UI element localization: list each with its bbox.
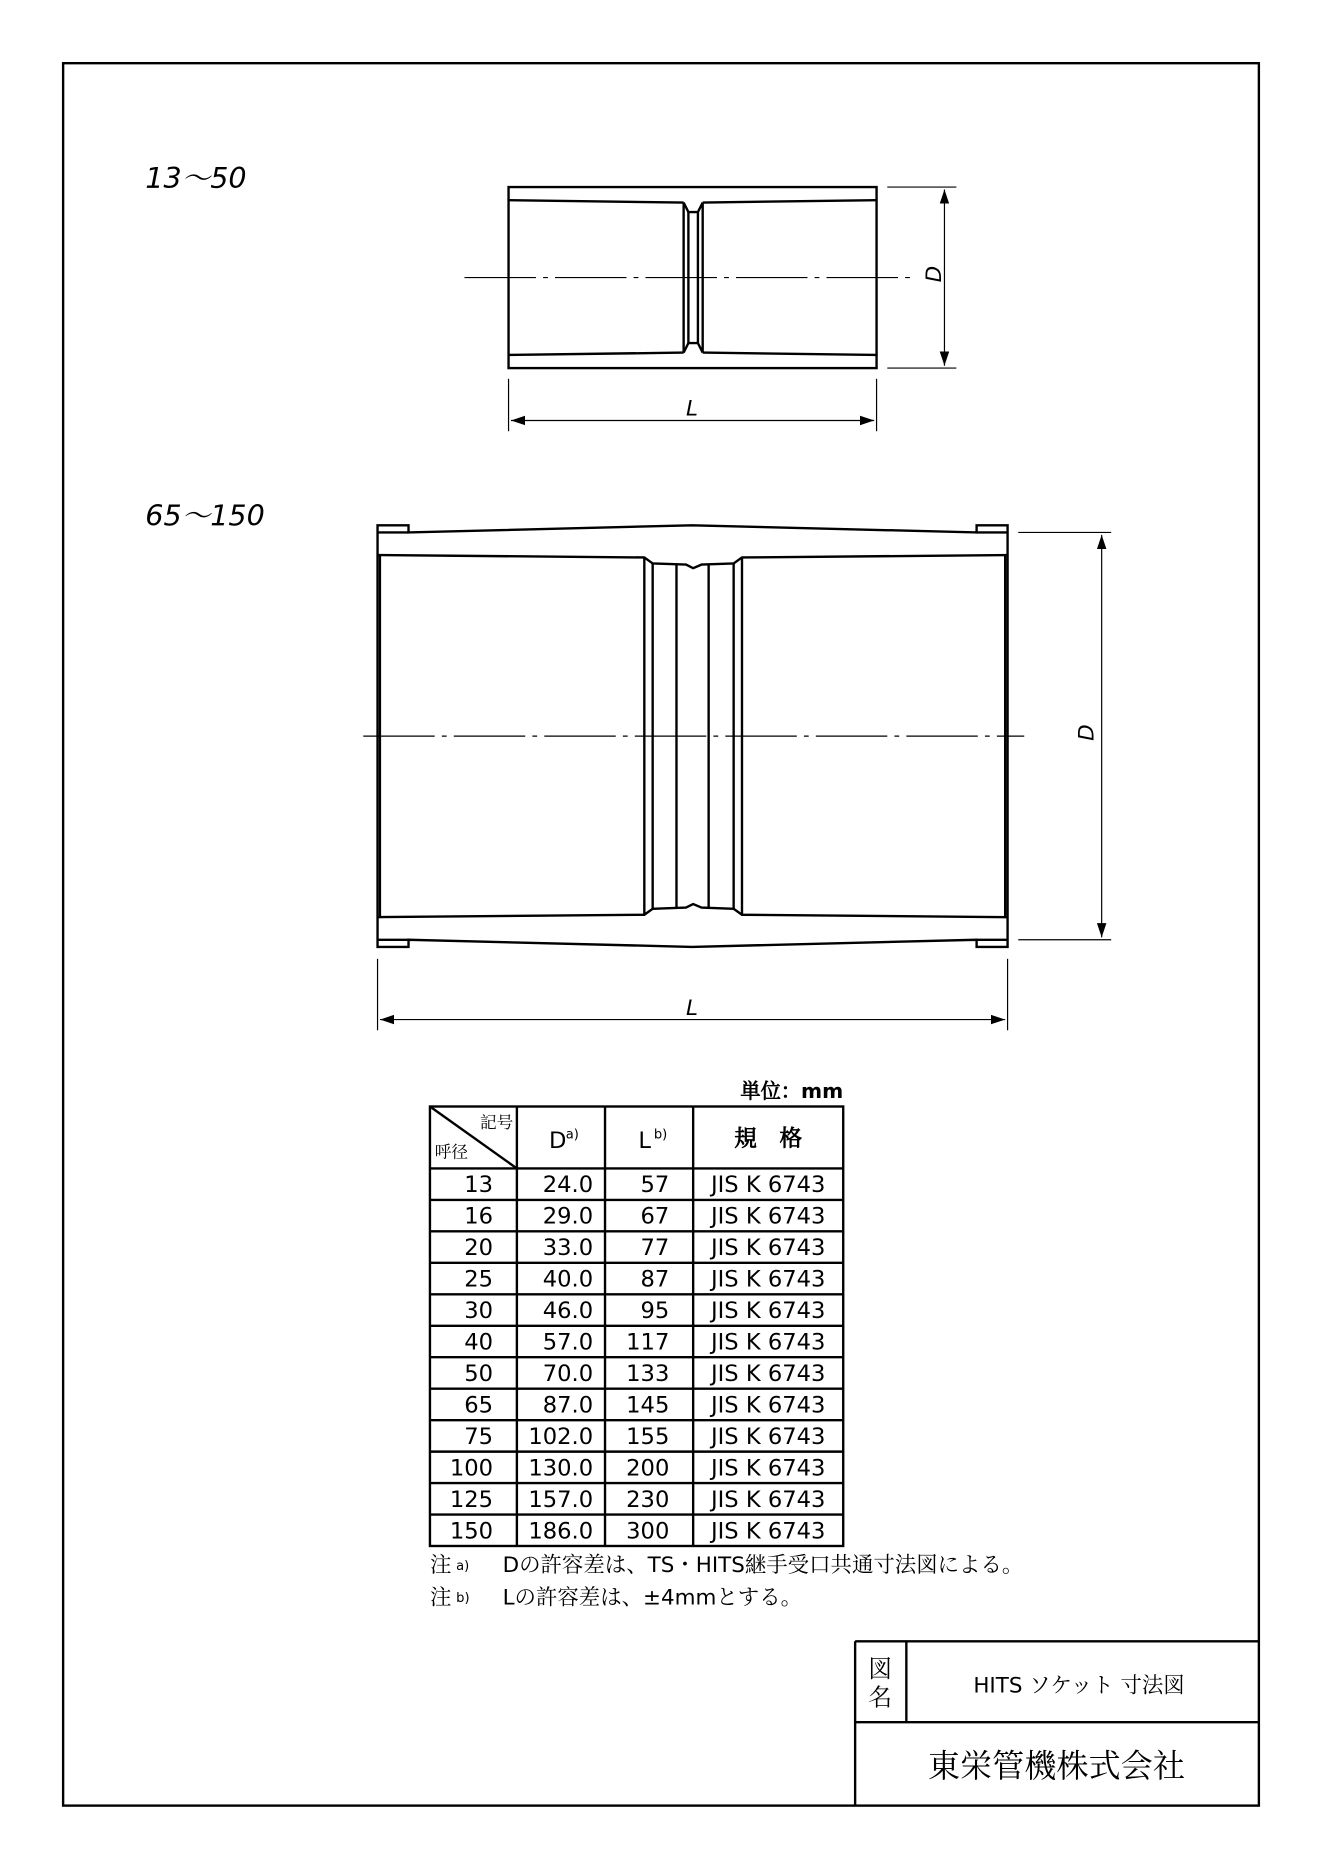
d-value-cell: 33.0	[542, 1235, 594, 1262]
d-value-cell: 40.0	[542, 1266, 594, 1293]
spec-cell: JIS K 6743	[710, 1392, 826, 1419]
spec-cell: JIS K 6743	[710, 1203, 826, 1230]
l-value-cell: 95	[640, 1298, 670, 1325]
spec-cell: JIS K 6743	[710, 1235, 826, 1262]
d-value-cell: 57.0	[542, 1329, 594, 1356]
table-row	[430, 1263, 843, 1293]
title-label-2: 名	[868, 1683, 893, 1712]
nominal-size-cell: 100	[449, 1455, 494, 1482]
d-value-cell: 87.0	[542, 1392, 594, 1419]
dim-L-label: L	[686, 396, 698, 422]
l-value-cell: 117	[626, 1329, 670, 1356]
note-a-mark: 注	[429, 1553, 452, 1579]
large-socket-drawing	[363, 525, 1111, 1030]
note-b-text: Lの許容差は、±4mmとする。	[502, 1585, 803, 1611]
title-label-1: 図	[868, 1654, 893, 1683]
l-value-cell: 145	[626, 1392, 670, 1419]
spec-cell: JIS K 6743	[710, 1329, 826, 1356]
note-b-mark: 注	[429, 1585, 452, 1611]
notes	[430, 1553, 1023, 1610]
dim-L-label: L	[686, 995, 698, 1021]
table-row	[430, 1357, 843, 1387]
d-value-cell: 186.0	[528, 1518, 594, 1545]
d-value-cell: 24.0	[542, 1172, 594, 1199]
d-value-cell: 46.0	[542, 1298, 594, 1325]
spec-cell: JIS K 6743	[710, 1361, 826, 1388]
header-L: L	[638, 1128, 651, 1155]
d-value-cell: 70.0	[542, 1361, 594, 1388]
note-b-sup: b)	[456, 1590, 470, 1606]
nominal-size-cell: 150	[449, 1518, 494, 1545]
nominal-size-cell: 65	[464, 1392, 494, 1419]
d-value-cell: 157.0	[528, 1486, 594, 1513]
unit-label: 単位：mm	[740, 1079, 844, 1104]
small-range-label: 13～50	[145, 161, 247, 196]
title-block	[855, 1641, 1259, 1805]
l-value-cell: 133	[626, 1361, 670, 1388]
header-L-note: b)	[653, 1127, 668, 1143]
spec-cell: JIS K 6743	[710, 1455, 826, 1482]
d-value-cell: 130.0	[528, 1455, 594, 1482]
large-range-label: 65～150	[145, 498, 265, 533]
header-spec: 規 格	[734, 1125, 803, 1152]
spec-cell: JIS K 6743	[710, 1518, 826, 1545]
nominal-size-cell: 40	[464, 1329, 494, 1356]
table-row	[430, 1200, 843, 1230]
dimension-table	[430, 1107, 843, 1546]
drawing-name: HITS ソケット 寸法図	[973, 1673, 1185, 1699]
header-D: D	[549, 1128, 567, 1155]
table-row	[430, 1452, 843, 1482]
l-value-cell: 230	[626, 1486, 670, 1513]
note-a-text: Dの許容差は、TS・HITS継手受口共通寸法図による。	[502, 1553, 1024, 1579]
l-value-cell: 300	[626, 1518, 670, 1545]
table-row	[430, 1231, 843, 1261]
header-D-note: a)	[565, 1127, 579, 1143]
table-row	[430, 1483, 843, 1513]
spec-cell: JIS K 6743	[710, 1172, 826, 1199]
header-symbol: 記号	[480, 1112, 514, 1132]
company-name: 東栄管機株式会社	[927, 1747, 1185, 1786]
l-value-cell: 155	[626, 1423, 670, 1450]
d-value-cell: 102.0	[528, 1423, 594, 1450]
nominal-size-cell: 125	[449, 1486, 494, 1513]
table-row	[430, 1326, 843, 1356]
nominal-size-cell: 13	[464, 1172, 494, 1199]
l-value-cell: 67	[640, 1203, 670, 1230]
small-socket-drawing	[464, 187, 956, 431]
note-a-sup: a)	[456, 1558, 470, 1574]
dim-D-label: D	[1074, 724, 1100, 741]
d-value-cell: 29.0	[542, 1203, 594, 1230]
nominal-size-cell: 50	[464, 1361, 494, 1388]
nominal-size-cell: 75	[464, 1423, 494, 1450]
l-value-cell: 87	[640, 1266, 670, 1293]
table-row	[430, 1420, 843, 1450]
spec-cell: JIS K 6743	[710, 1423, 826, 1450]
table-row	[430, 1389, 843, 1419]
table-row	[464, 1172, 825, 1198]
nominal-size-cell: 16	[464, 1203, 494, 1230]
spec-cell: JIS K 6743	[710, 1486, 826, 1513]
table-row	[430, 1294, 843, 1324]
table-row	[430, 1515, 843, 1545]
spec-cell: JIS K 6743	[710, 1266, 826, 1293]
header-nominal-size: 呼径	[434, 1142, 469, 1162]
l-value-cell: 200	[626, 1455, 670, 1482]
nominal-size-cell: 20	[464, 1235, 494, 1262]
spec-cell: JIS K 6743	[710, 1298, 826, 1325]
nominal-size-cell: 25	[464, 1266, 494, 1293]
l-value-cell: 57	[640, 1172, 670, 1199]
dim-D-label: D	[921, 265, 947, 283]
nominal-size-cell: 30	[464, 1298, 494, 1325]
l-value-cell: 77	[640, 1235, 670, 1262]
